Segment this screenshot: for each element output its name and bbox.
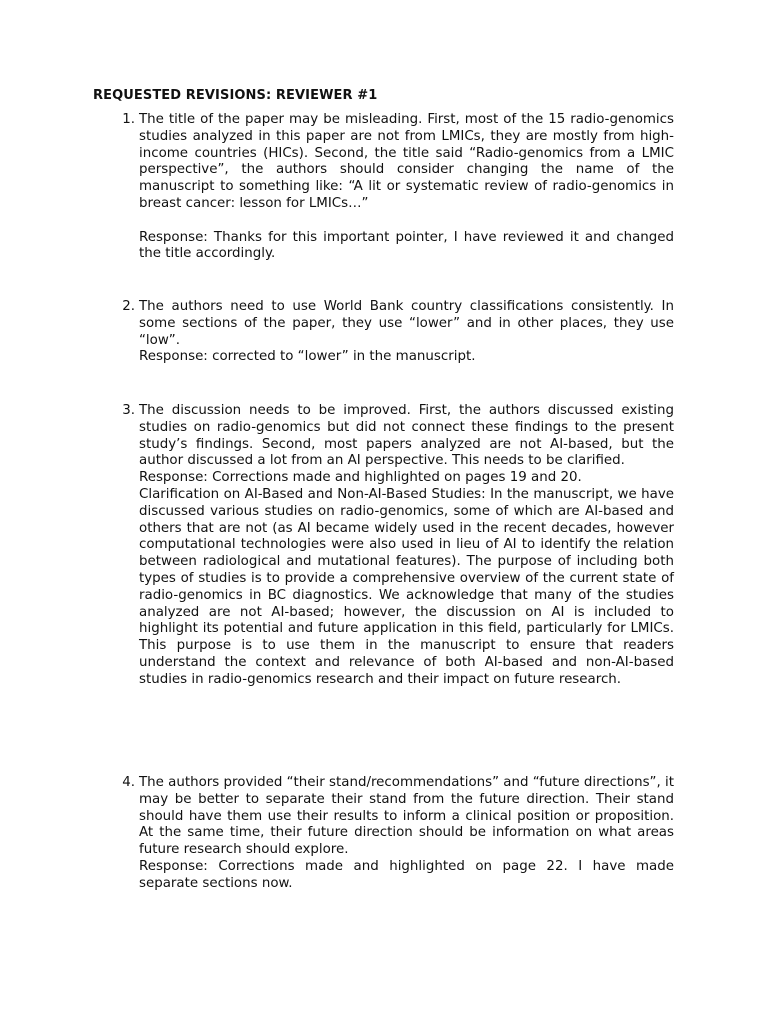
item-number: 2. [122,299,135,314]
reviewer-comment: The discussion needs to be improved. First, the authors discussed existing studies on radio-genomics but did not connect these findings to the present study’s findings. Second, most papers analyzed are not AI-based, but the author discussed a lot from an AI perspective. This needs to be clarified. [139,403,674,469]
spacer [139,213,674,230]
clarification-paragraph: Clarification on AI-Based and Non-AI-Based Studies: In the manuscript, we have discussed various studies on radio-genomics, some of which are AI-based and others that are not (as AI became widely used in the recent decades, however computational technologies were also used in lieu of AI to identify the relation between radiological and mutational features). The purpose of including both types of studies is to provide a comprehensive overview of the current state of radio-genomics in BC diagnostics. We acknowledge that many of the studies analyzed are not AI-based; however, the discussion on AI is included to highlight its potential and future application in this field, particularly for LMICs. This purpose is to use them in the manuscript to ensure that readers understand the context and relevance of both AI-based and non-AI-based studies in radio-genomics research and their impact on future research. [139,486,674,687]
revision-item-3 [122,403,674,689]
author-response: Response: Thanks for this important pointer, I have reviewed it and changed the title accordingly. [139,229,674,262]
item-number: 4. [122,775,135,790]
reviewer-comment: The authors need to use World Bank country classifications consistently. In some sections of the paper, they use “lower” and in other places, they use “low”. [139,299,674,348]
revision-item-2 [122,299,674,366]
author-response: Response: Corrections made and highlighted on pages 19 and 20. [139,470,582,486]
document-heading: REQUESTED REVISIONS: REVIEWER #1 [93,88,378,103]
reviewer-comment: The authors provided “their stand/recommendations” and “future directions”, it may be better to separate their stand from the future direction. Their stand should have them use their results to inform a clinical position or proposition. At the same time, their future direction should be information on what areas future research should explore. [139,775,674,858]
item-number: 3. [122,403,135,418]
revision-item-1 [122,112,674,263]
item-number: 1. [122,112,135,127]
author-response: Response: Corrections made and highlighted on page 22. I have made separate sections now. [139,858,674,891]
reviewer-comment: The title of the paper may be misleading. First, most of the 15 radio-genomics studies analyzed in this paper are not from LMICs, they are mostly from high-income countries (HICs). Second, the title said “Radio-genomics from a LMIC perspective”, the authors should consider changing the name of the manuscript to something like: “A lit or systematic review of radio-genomics in breast cancer: lesson for LMICs…” [139,112,674,211]
author-response: Response: corrected to “lower” in the manuscript. [139,349,476,365]
revision-item-4 [122,775,674,893]
